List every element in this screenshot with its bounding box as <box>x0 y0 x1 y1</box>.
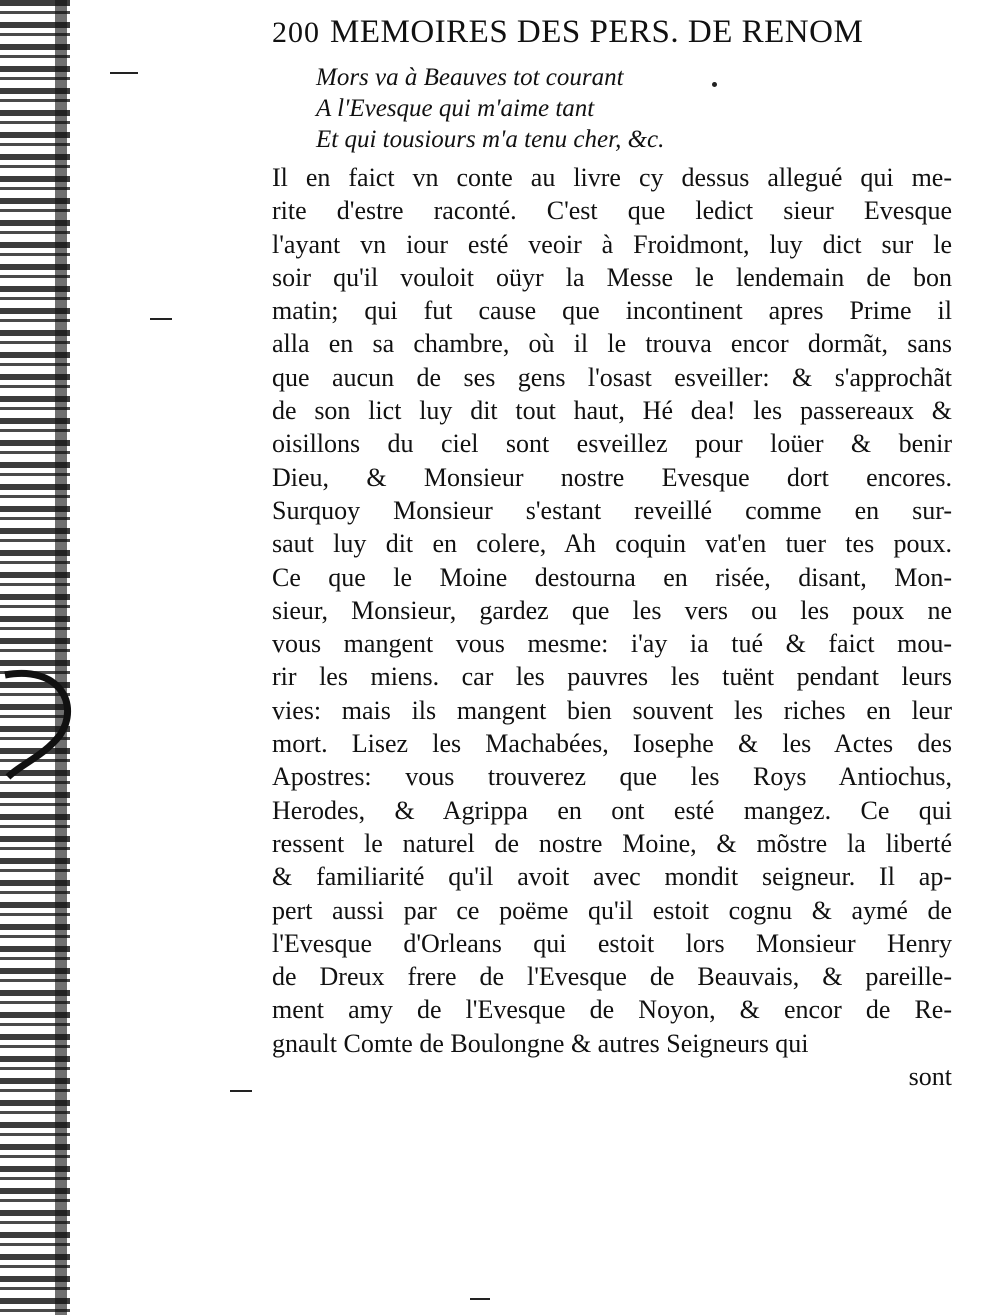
text-line: Ce que le Moine destourna en risée, disant, Mon- <box>272 562 952 592</box>
text-line: mort. Lisez les Machabées, Iosephe & les Actes des <box>272 729 952 759</box>
text-line: Dieu, & Monsieur nostre Evesque dort encores. <box>272 462 952 492</box>
text-line: pert aussi par ce poëme qu'il estoit cognu & aymé de <box>272 895 952 925</box>
text-line: l'Evesque d'Orleans qui estoit lors Monsieur Henry <box>272 928 952 958</box>
text-line: Surquoy Monsieur s'estant reveillé comme en sur- <box>272 495 952 525</box>
page-header <box>272 14 962 58</box>
ink-speck <box>712 82 717 87</box>
text-line: que aucun de ses gens l'osast esveiller: & s'approchãt <box>272 362 952 392</box>
text-line: Apostres: vous trouverez que les Roys Antiochus, <box>272 762 952 792</box>
verse-quotation <box>316 62 962 155</box>
text-line: alla en sa chambre, où il le trouva encor dormãt, sans <box>272 329 952 359</box>
ink-speck <box>470 1298 490 1300</box>
ink-speck <box>150 318 172 320</box>
text-line: saut luy dit en colere, Ah coquin vat'en tuer tes poux. <box>272 529 952 559</box>
text-line: vies: mais ils mangent bien souvent les riches en leur <box>272 695 952 725</box>
text-line: Il en faict vn conte au livre cy dessus allegué qui me- <box>272 163 952 192</box>
text-line: oisillons du ciel sont esveillez pour loüer & benir <box>272 429 952 459</box>
verse-line: A l'Evesque qui m'aime tant <box>316 95 595 122</box>
text-line: & familiarité qu'il avoit avec mondit seigneur. Il ap- <box>272 862 952 892</box>
text-line: vous mangent vous mesme: i'ay ia tué & faict mou- <box>272 629 952 659</box>
clip-mark-icon <box>0 665 80 785</box>
page-number: 200 <box>272 16 320 49</box>
catchword: sont <box>908 1062 952 1092</box>
text-line: de Dreux frere de l'Evesque de Beauvais, & pareille- <box>272 962 952 992</box>
text-line: sieur, Monsieur, gardez que les vers ou les poux ne <box>272 595 952 625</box>
text-line: ressent le naturel de nostre Moine, & mõstre la liberté <box>272 828 952 858</box>
text-line: gnault Comte de Boulongne & autres Seigneurs qui <box>272 1028 809 1058</box>
text-line: de son lict luy dit tout haut, Hé dea! les passereaux & <box>272 396 952 426</box>
text-line: Herodes, & Agrippa en ont esté mangez. Ce qui <box>272 795 952 825</box>
verse-line: Et qui tousiours m'a tenu cher, &c. <box>316 126 665 153</box>
ink-speck <box>110 72 138 74</box>
binding-edge <box>55 0 67 1315</box>
body-paragraph <box>272 161 962 1060</box>
text-line: soir qu'il vouloit oüyr la Messe le lendemain de bon <box>272 262 952 292</box>
verse-line: Mors va à Beauves tot courant <box>316 64 624 91</box>
text-line: rir les miens. car les pauvres les tuënt pendant leurs <box>272 662 952 692</box>
book-page <box>272 14 962 1304</box>
text-line: ment amy de l'Evesque de Noyon, & encor de Re- <box>272 995 952 1025</box>
ink-speck <box>230 1090 252 1092</box>
text-line: matin; qui fut cause que incontinent apres Prime il <box>272 296 952 326</box>
text-line: rite d'estre raconté. C'est que ledict sieur Evesque <box>272 196 952 226</box>
text-line: l'ayant vn iour esté veoir à Froidmont, luy dict sur le <box>272 229 952 259</box>
running-title: MEMOIRES DES PERS. DE RENOM <box>330 14 864 50</box>
